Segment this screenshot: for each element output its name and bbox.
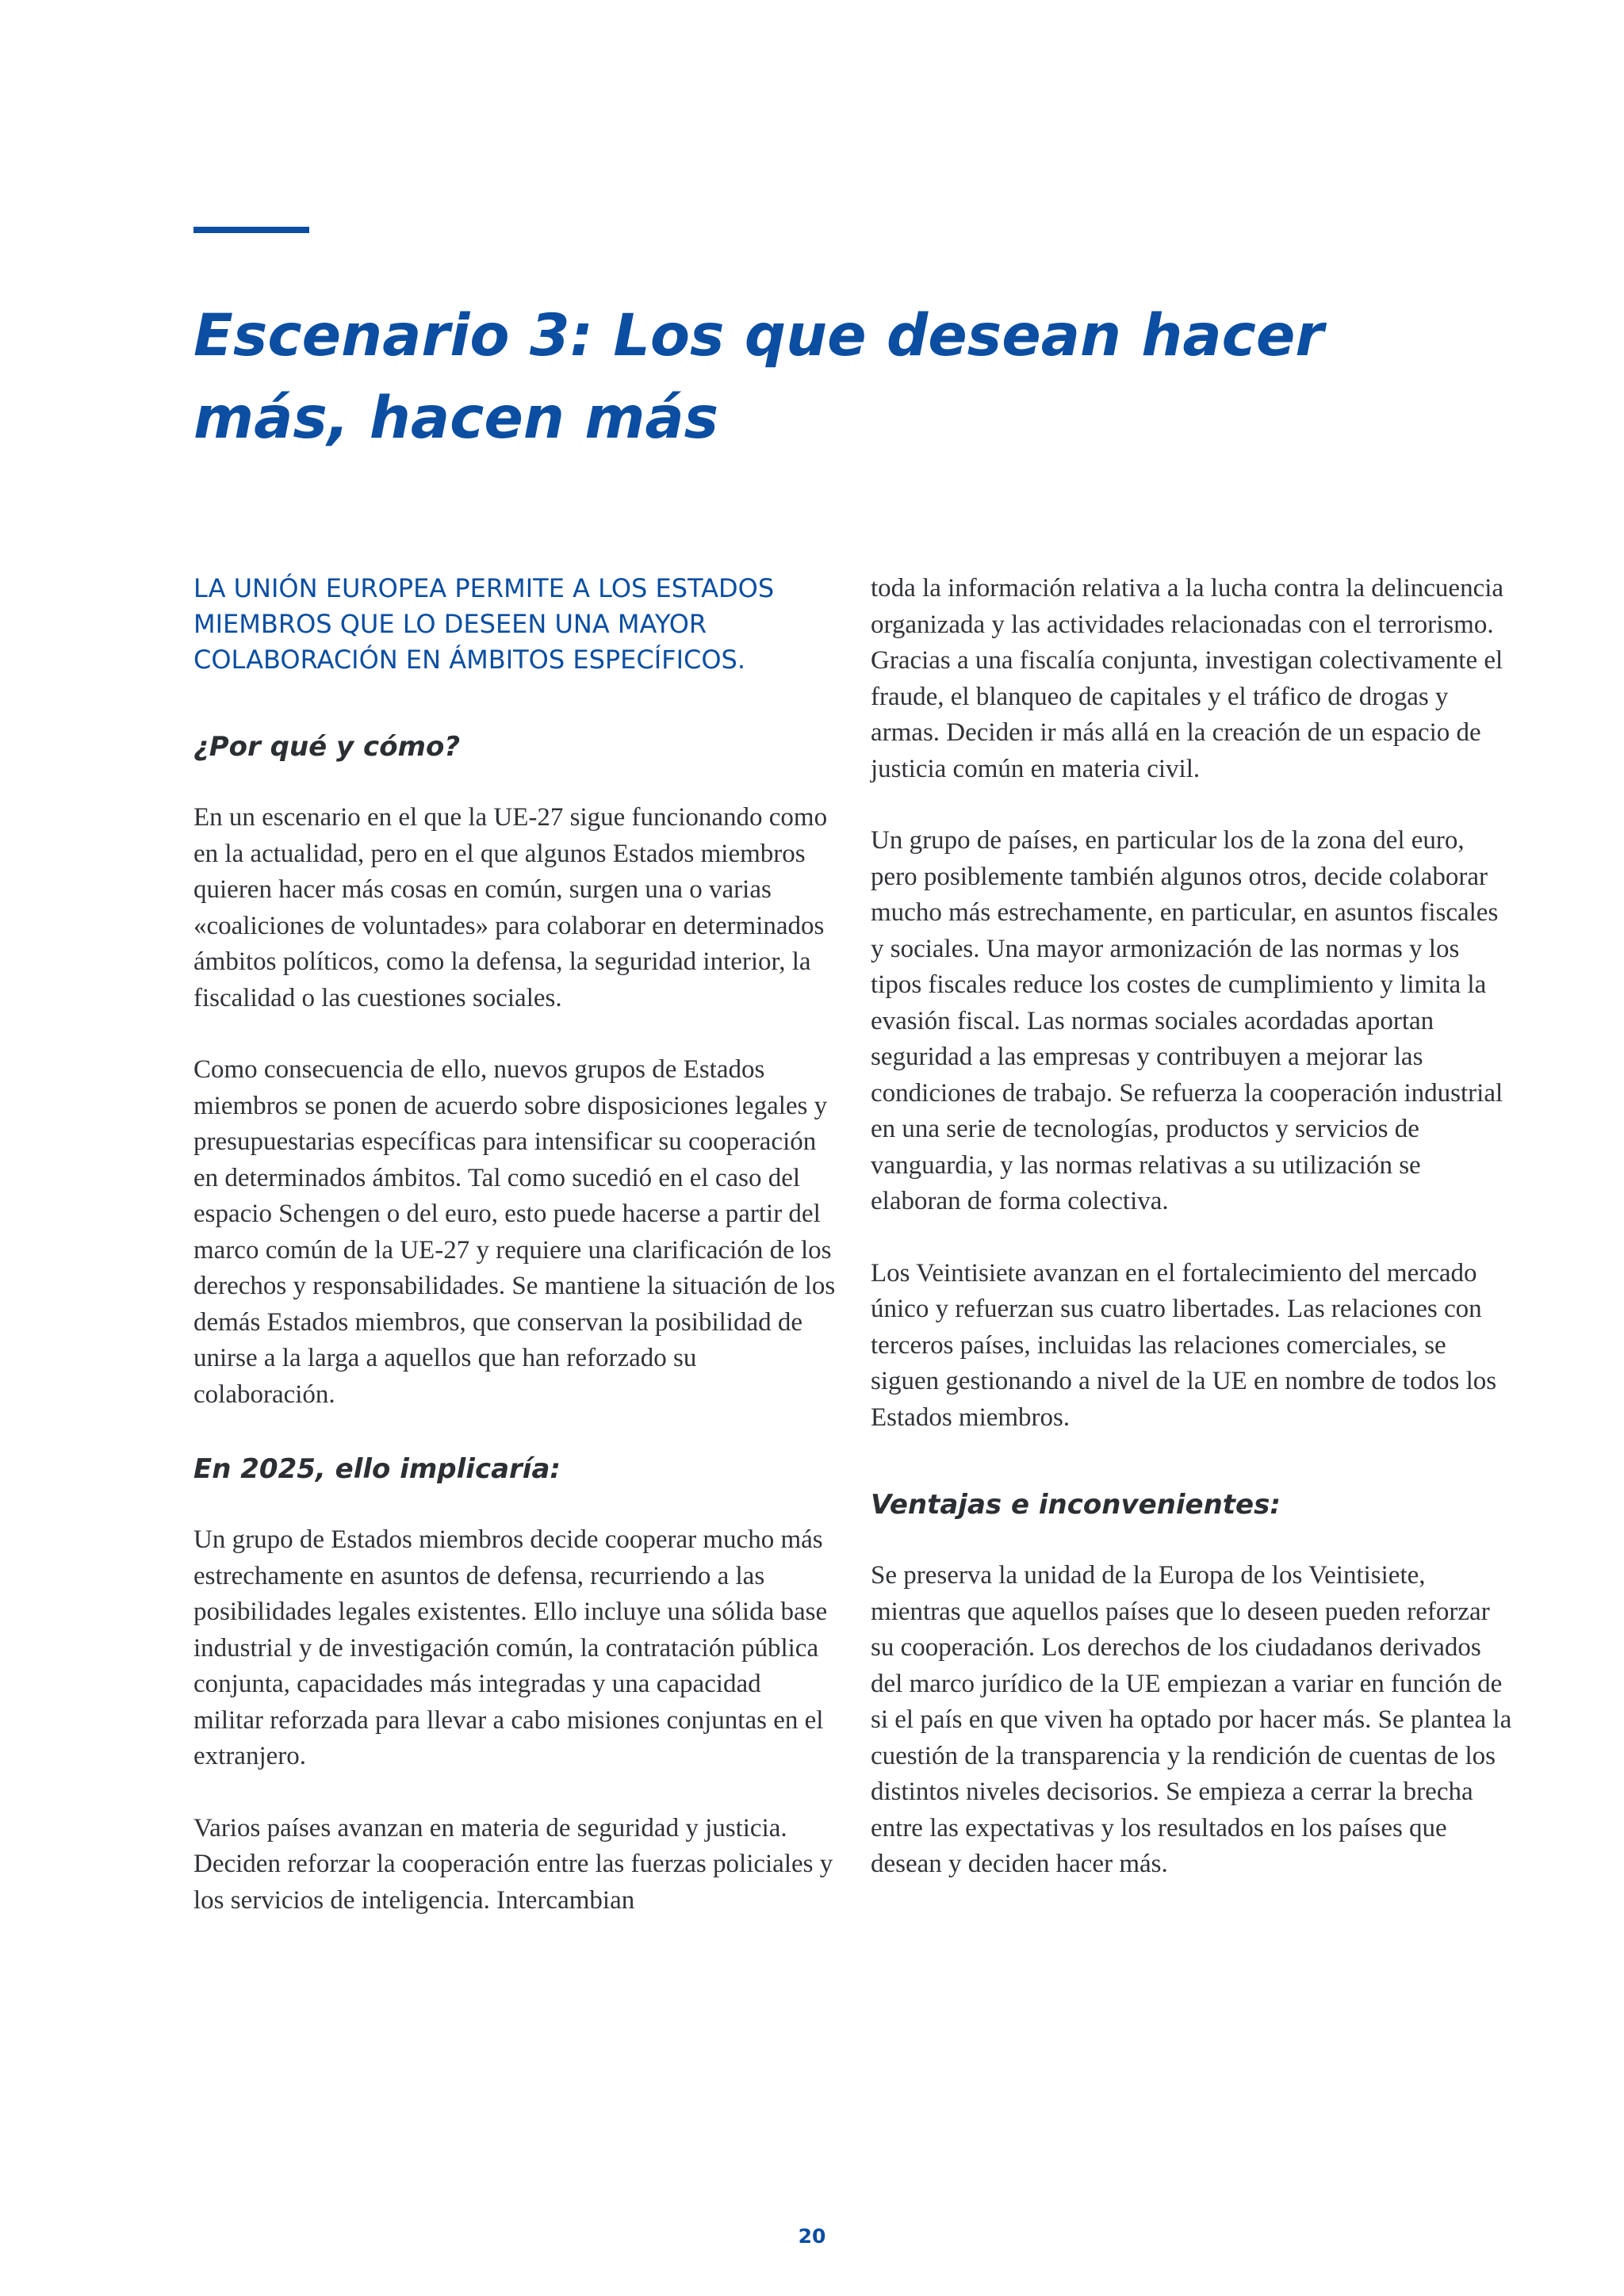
title-accent-rule	[193, 227, 309, 233]
heading-why-how: ¿Por qué y cómo?	[193, 731, 461, 763]
paragraph-2025-2: Varios países avanzan en materia de seguridad y justicia. Deciden reforzar la cooperación entre las fuerzas policiales y los servicios de inteligencia. Intercambian	[193, 1813, 833, 1915]
intro-summary: LA UNIÓN EUROPEA PERMITE A LOS ESTADOS MIEMBROS QUE LO DESEEN UNA MAYOR COLABORACIÓN EN ÁMBITOS ESPECÍFICOS.	[193, 573, 775, 675]
right-column	[871, 571, 1513, 1919]
page-number: 20	[798, 2225, 826, 2248]
paragraph-right-3: Los Veintisiete avanzan en el fortalecimiento del mercado único y refuerzan sus cuatro libertades. Las relaciones con terceros países, incluidas las relaciones comerciales, se siguen gestionando a nivel de la UE en nombre de todos los Estados miembros.	[871, 1258, 1497, 1432]
paragraph-pros-cons: Se preserva la unidad de la Europa de los Veintisiete, mientras que aquellos países que lo deseen pueden reforzar su cooperación. Los derechos de los ciudadanos derivados del marco jurídico de la UE empiezan a variar en función de si el país en que viven ha optado por hacer más. Se plantea la cuestión de la transparencia y la rendición de cuentas de los distintos niveles decisorios. Se empieza a cerrar la brecha entre las expectativas y los resultados en los países que desean y deciden hacer más.	[871, 1561, 1512, 1878]
paragraph-why-2: Como consecuencia de ello, nuevos grupos de Estados miembros se ponen de acuerdo sobre disposiciones legales y presupuestarias específicas para intensificar su cooperación en determinados ámbitos. Tal como sucedió en el caso del espacio Schengen o del euro, esto puede hacerse a partir del marco común de la UE-27 y requiere una clarificación de los derechos y responsabilidades. Se mantiene la situación de los demás Estados miembros, que conservan la posibilidad de unirse a la larga a aquellos que han reforzado su colaboración.	[193, 1055, 836, 1409]
heading-2025: En 2025, ello implicaría:	[193, 1453, 561, 1485]
heading-pros-cons: Ventajas e inconvenientes:	[871, 1489, 1281, 1521]
paragraph-right-2: Un grupo de países, en particular los de la zona del euro, pero posiblemente también algunos otros, decide colaborar mucho más estrechamente, en particular, en asuntos fiscales y sociales. Una mayor armonización de las normas y los tipos fiscales reduce los costes de cumplimiento y limita la evasión fiscal. Las normas sociales acordadas aportan seguridad a las empresas y contribuyen a mejorar las condiciones de trabajo. Se refuerza la cooperación industrial en una serie de tecnologías, productos y servicios de vanguardia, y las normas relativas a su utilización se elaboran de forma colectiva.	[871, 826, 1503, 1215]
page-title: Escenario 3: Los que desean hacer más, hacen más	[193, 302, 1324, 452]
paragraph-right-1: toda la información relativa a la lucha contra la delincuencia organizada y las actividades relacionadas con el terrorismo. Gracias a una fiscalía conjunta, investigan colectivamente el fraude, el blanqueo de capitales y el tráfico de drogas y armas. Deciden ir más allá en la creación de un espacio de justicia común en materia civil.	[871, 574, 1504, 783]
left-column	[193, 571, 836, 1954]
paragraph-why-1: En un escenario en el que la UE-27 sigue funcionando como en la actualidad, pero en el que algunos Estados miembros quieren hacer más cosas en común, surgen una o varias «coaliciones de voluntades» para colaborar en determinados ámbitos políticos, como la defensa, la seguridad interior, la fiscalidad o las cuestiones sociales.	[193, 803, 828, 1012]
paragraph-2025-1: Un grupo de Estados miembros decide cooperar mucho más estrechamente en asuntos de defensa, recurriendo a las posibilidades legales existentes. Ello incluye una sólida base industrial y de investigación común, la contratación pública conjunta, capacidades más integradas y una capacidad militar reforzada para llevar a cabo misiones conjuntas en el extranjero.	[193, 1525, 828, 1770]
